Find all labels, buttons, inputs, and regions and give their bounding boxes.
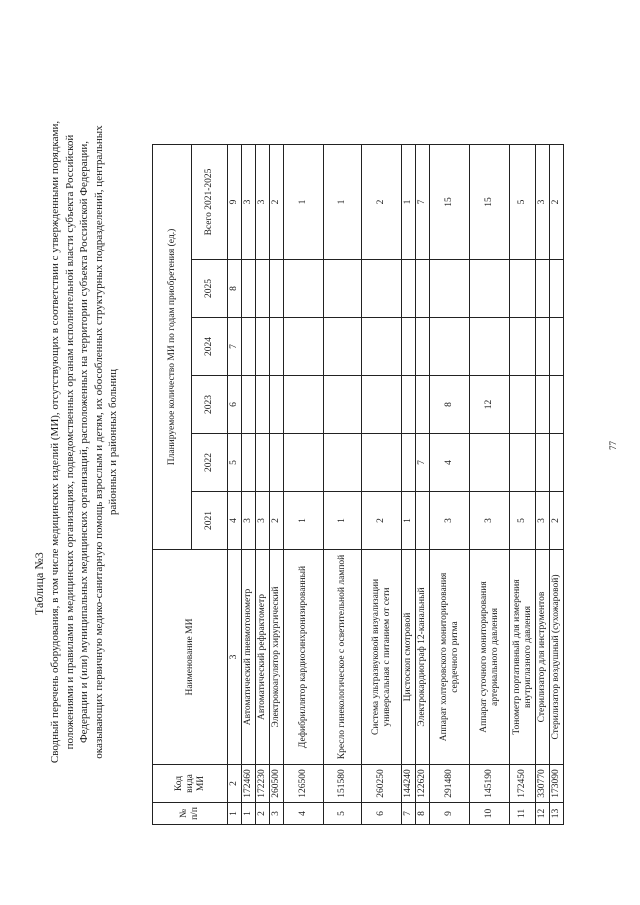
row-2023 [550, 376, 564, 434]
header-year-2022: 2022 [192, 434, 228, 492]
row-total: 2 [362, 145, 402, 260]
row-total: 3 [536, 145, 550, 260]
row-name: Тонометр портативный для измерения внутриглазного давления [510, 550, 536, 765]
table-row [402, 145, 416, 825]
table-row [324, 145, 362, 825]
row-num: 7 [402, 803, 416, 825]
row-name: Аппарат холтеровского мониторирования сердечного ритма [430, 550, 470, 765]
row-2022 [362, 434, 402, 492]
row-2023 [510, 376, 536, 434]
row-num: 2 [256, 803, 270, 825]
row-2021 [416, 492, 430, 550]
row-2021: 2 [362, 492, 402, 550]
row-code: 172450 [510, 765, 536, 803]
row-total: 7 [416, 145, 430, 260]
row-code: 330770 [536, 765, 550, 803]
row-code: 126500 [284, 765, 324, 803]
caption-line: оказывающих первичную медико-санитарную помощь взрослым и детям, их обособленных структурных подразделений, центральных [92, 125, 105, 759]
row-code: 122620 [416, 765, 430, 803]
row-2022: 4 [430, 434, 470, 492]
row-2024 [536, 318, 550, 376]
row-2022 [550, 434, 564, 492]
row-2024 [416, 318, 430, 376]
row-2024 [284, 318, 324, 376]
row-num: 11 [510, 803, 536, 825]
row-2023: 8 [430, 376, 470, 434]
row-2023 [416, 376, 430, 434]
row-2025 [536, 260, 550, 318]
caption-line: Сводный перечень оборудования, в том числе медицинских изделий (МИ), отсутствующих в соответствии с утвержденными порядками, [49, 120, 61, 764]
row-2023 [270, 376, 284, 434]
row-code: 260250 [362, 765, 402, 803]
header-year-2023: 2023 [192, 376, 228, 434]
table-row [256, 145, 270, 825]
index-cell: 5 [228, 434, 242, 492]
row-2022 [470, 434, 510, 492]
row-2024 [510, 318, 536, 376]
row-code: 291480 [430, 765, 470, 803]
header-code: Код вида МИ [153, 765, 228, 803]
table-row [510, 145, 536, 825]
row-name: Кресло гинекологическое с осветительной лампой [324, 550, 362, 765]
caption-line: районных и районных больниц [107, 368, 120, 516]
row-2025 [416, 260, 430, 318]
row-2025 [256, 260, 270, 318]
row-2021: 1 [324, 492, 362, 550]
row-num: 6 [362, 803, 402, 825]
row-name: Электрокоагулятор хирургический [270, 550, 284, 765]
row-2024 [270, 318, 284, 376]
row-total: 2 [270, 145, 284, 260]
row-num: 9 [430, 803, 470, 825]
index-row [228, 145, 242, 825]
table-row [242, 145, 256, 825]
row-num: 4 [284, 803, 324, 825]
row-2024 [362, 318, 402, 376]
row-name: Стерилизатор воздушный (сухожаровой) [550, 550, 564, 765]
row-2022 [270, 434, 284, 492]
caption-line: положениями и правилами в медицинских организациях, подведомственных органам исполнительной власти субъекта Российской [63, 134, 76, 750]
row-code: 145190 [470, 765, 510, 803]
row-2023 [402, 376, 416, 434]
row-2023 [284, 376, 324, 434]
row-2025 [430, 260, 470, 318]
table-caption [48, 47, 121, 837]
row-2025 [270, 260, 284, 318]
row-name: Аппарат суточного мониторирования артериального давления [470, 550, 510, 765]
table-row [430, 145, 470, 825]
row-code: 151580 [324, 765, 362, 803]
equipment-table [152, 144, 564, 825]
row-total: 1 [402, 145, 416, 260]
row-2023: 12 [470, 376, 510, 434]
index-cell: 8 [228, 260, 242, 318]
row-2022 [284, 434, 324, 492]
page-number: 77 [608, 441, 618, 450]
row-total: 15 [430, 145, 470, 260]
table-label: Таблица №3 [32, 552, 46, 615]
row-2022 [536, 434, 550, 492]
row-2022 [324, 434, 362, 492]
row-2023 [362, 376, 402, 434]
row-2025 [550, 260, 564, 318]
header-name: Наименование МИ [153, 550, 228, 765]
index-cell: 6 [228, 376, 242, 434]
table-row [536, 145, 550, 825]
row-2024 [242, 318, 256, 376]
row-2024 [324, 318, 362, 376]
row-total: 5 [510, 145, 536, 260]
index-cell: 7 [228, 318, 242, 376]
row-code: 172230 [256, 765, 270, 803]
table-row [362, 145, 402, 825]
header-row [153, 145, 192, 825]
header-year-2021: 2021 [192, 492, 228, 550]
row-num: 5 [324, 803, 362, 825]
row-2022: 7 [416, 434, 430, 492]
row-name: Стерилизатор для инструментов [536, 550, 550, 765]
row-2021: 3 [242, 492, 256, 550]
row-2024 [256, 318, 270, 376]
row-2021: 1 [284, 492, 324, 550]
row-name: Система ультразвуковой визуализации универсальная с питанием от сети [362, 550, 402, 765]
row-total: 2 [550, 145, 564, 260]
row-2024 [402, 318, 416, 376]
header-year-2024: 2024 [192, 318, 228, 376]
row-2025 [362, 260, 402, 318]
row-2024 [550, 318, 564, 376]
row-2022 [510, 434, 536, 492]
header-total: Всего 2021-2025 [192, 145, 228, 260]
row-code: 144240 [402, 765, 416, 803]
index-cell: 3 [228, 550, 242, 765]
row-total: 3 [242, 145, 256, 260]
row-name: Электрокардиограф 12-канальный [416, 550, 430, 765]
row-2021: 2 [550, 492, 564, 550]
row-2021: 3 [470, 492, 510, 550]
row-2024 [430, 318, 470, 376]
row-2021: 5 [510, 492, 536, 550]
row-2021: 3 [430, 492, 470, 550]
table-row [416, 145, 430, 825]
row-num: 8 [416, 803, 430, 825]
row-2023 [256, 376, 270, 434]
row-name: Цистоскоп смотровой [402, 550, 416, 765]
row-2025 [402, 260, 416, 318]
table-body [153, 145, 564, 825]
caption-line: Федерации и (или) муниципальных медицинских организаций, расположенных на территории субъекта Российской Федерации, [78, 141, 91, 744]
row-num: 1 [242, 803, 256, 825]
table-row [270, 145, 284, 825]
row-2022 [242, 434, 256, 492]
row-total: 1 [284, 145, 324, 260]
index-cell: 9 [228, 145, 242, 260]
header-num: № п/п [153, 803, 228, 825]
row-2023 [324, 376, 362, 434]
row-2025 [242, 260, 256, 318]
row-num: 12 [536, 803, 550, 825]
row-num: 13 [550, 803, 564, 825]
row-2021: 1 [402, 492, 416, 550]
row-num: 3 [270, 803, 284, 825]
row-2021: 2 [270, 492, 284, 550]
row-total: 3 [256, 145, 270, 260]
table-row [284, 145, 324, 825]
row-code: 260500 [270, 765, 284, 803]
row-name: Дефибриллятор кардиосинхронизированный [284, 550, 324, 765]
row-total: 1 [324, 145, 362, 260]
row-2022 [402, 434, 416, 492]
row-2025 [284, 260, 324, 318]
row-2021: 3 [256, 492, 270, 550]
index-cell: 2 [228, 765, 242, 803]
row-code: 172460 [242, 765, 256, 803]
row-2023 [242, 376, 256, 434]
row-code: 173090 [550, 765, 564, 803]
row-2024 [470, 318, 510, 376]
table-row [550, 145, 564, 825]
row-2023 [536, 376, 550, 434]
row-2025 [510, 260, 536, 318]
row-2025 [324, 260, 362, 318]
row-num: 10 [470, 803, 510, 825]
index-cell: 4 [228, 492, 242, 550]
header-planned: Планируемое количество МИ по годам приобретения (ед.) [153, 145, 192, 550]
row-name: Автоматический пневмотонометр [242, 550, 256, 765]
index-cell: 1 [228, 803, 242, 825]
header-year-2025: 2025 [192, 260, 228, 318]
row-2022 [256, 434, 270, 492]
row-2021: 3 [536, 492, 550, 550]
row-2025 [470, 260, 510, 318]
table-row [470, 145, 510, 825]
row-total: 15 [470, 145, 510, 260]
row-name: Автоматический рефрактометр [256, 550, 270, 765]
